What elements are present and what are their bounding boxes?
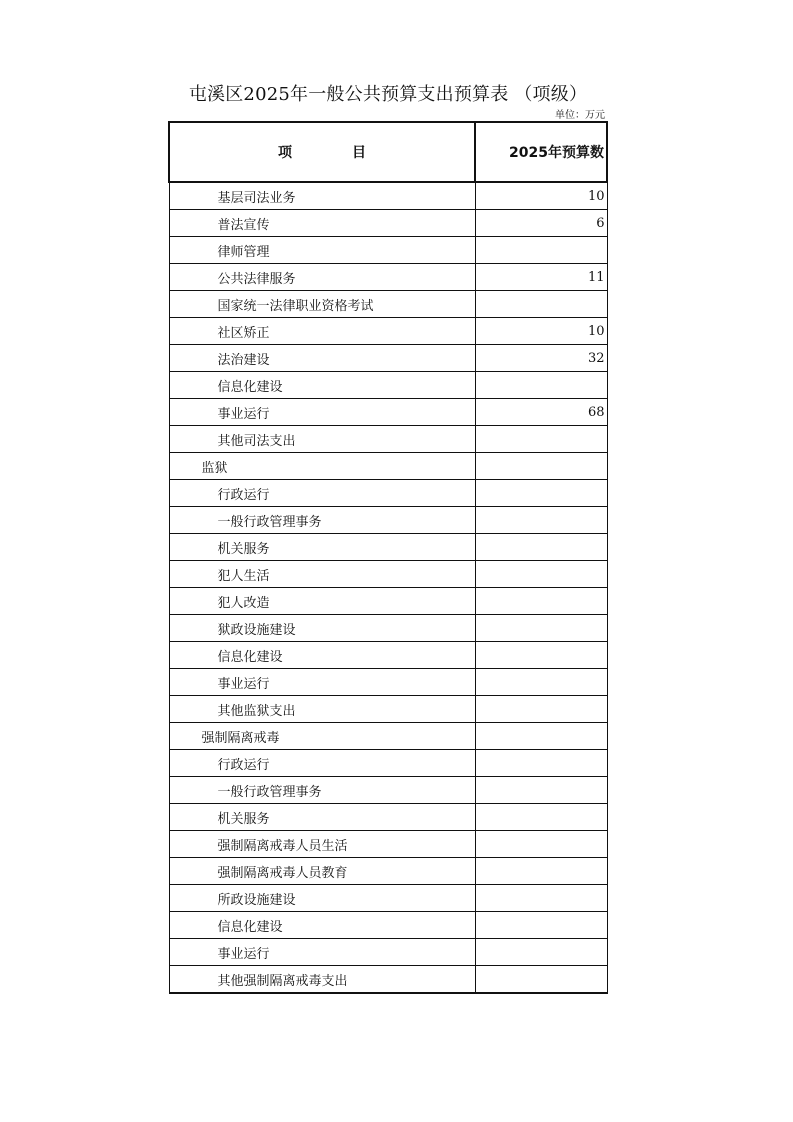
row-item-name: 强制隔离戒毒人员教育	[169, 858, 475, 885]
table-row	[169, 426, 607, 453]
table-header-row	[169, 122, 607, 182]
row-item-name: 行政运行	[169, 480, 475, 507]
header-item	[169, 122, 475, 182]
table-row	[169, 966, 607, 994]
table-row	[169, 642, 607, 669]
row-budget-value	[475, 723, 607, 750]
row-item-name: 一般行政管理事务	[169, 777, 475, 804]
row-budget-value	[475, 966, 607, 994]
row-budget-value	[475, 804, 607, 831]
row-budget-value	[475, 453, 607, 480]
row-budget-value	[475, 426, 607, 453]
row-budget-value	[475, 615, 607, 642]
row-budget-value	[475, 237, 607, 264]
row-item-name: 事业运行	[169, 939, 475, 966]
row-budget-value	[475, 858, 607, 885]
row-item-name: 一般行政管理事务	[169, 507, 475, 534]
row-item-name: 法治建设	[169, 345, 475, 372]
row-item-name: 信息化建设	[169, 372, 475, 399]
row-budget-value: 32	[475, 345, 607, 372]
row-budget-value	[475, 534, 607, 561]
row-budget-value	[475, 669, 607, 696]
row-budget-value	[475, 480, 607, 507]
table-row	[169, 345, 607, 372]
row-item-name: 犯人改造	[169, 588, 475, 615]
table-row	[169, 318, 607, 345]
row-budget-value	[475, 777, 607, 804]
row-budget-value	[475, 561, 607, 588]
row-category-name: 监狱	[169, 453, 475, 480]
header-item-char-1: 项	[278, 145, 292, 161]
row-budget-value	[475, 831, 607, 858]
table-row	[169, 696, 607, 723]
table-row	[169, 399, 607, 426]
row-item-name: 信息化建设	[169, 912, 475, 939]
row-item-name: 所政设施建设	[169, 885, 475, 912]
table-row	[169, 182, 607, 210]
row-budget-value	[475, 750, 607, 777]
table-row	[169, 615, 607, 642]
table-row	[169, 210, 607, 237]
table-row	[169, 777, 607, 804]
row-item-name: 其他强制隔离戒毒支出	[169, 966, 475, 994]
table-row	[169, 507, 607, 534]
budget-table	[168, 121, 608, 994]
row-budget-value: 11	[475, 264, 607, 291]
row-item-name: 普法宣传	[169, 210, 475, 237]
row-item-name: 信息化建设	[169, 642, 475, 669]
row-item-name: 基层司法业务	[169, 182, 475, 210]
unit-label: 单位：万元	[555, 110, 605, 121]
table-row	[169, 291, 607, 318]
row-item-name: 强制隔离戒毒人员生活	[169, 831, 475, 858]
table-row	[169, 858, 607, 885]
row-budget-value	[475, 372, 607, 399]
row-item-name: 事业运行	[169, 669, 475, 696]
row-budget-value	[475, 696, 607, 723]
row-item-name: 社区矫正	[169, 318, 475, 345]
table-row-category	[169, 453, 607, 480]
table-row	[169, 750, 607, 777]
row-budget-value	[475, 588, 607, 615]
row-item-name: 行政运行	[169, 750, 475, 777]
row-budget-value	[475, 291, 607, 318]
row-category-name: 强制隔离戒毒	[169, 723, 475, 750]
row-item-name: 国家统一法律职业资格考试	[169, 291, 475, 318]
page-title: 屯溪区2025年一般公共预算支出预算表 （项级）	[188, 84, 588, 105]
table-row	[169, 831, 607, 858]
row-item-name: 其他监狱支出	[169, 696, 475, 723]
row-budget-value: 10	[475, 318, 607, 345]
table-row	[169, 588, 607, 615]
row-item-name: 公共法律服务	[169, 264, 475, 291]
row-budget-value	[475, 507, 607, 534]
row-item-name: 机关服务	[169, 534, 475, 561]
row-budget-value	[475, 939, 607, 966]
table-row	[169, 885, 607, 912]
table-row	[169, 912, 607, 939]
table-row	[169, 939, 607, 966]
row-budget-value	[475, 642, 607, 669]
row-item-name: 犯人生活	[169, 561, 475, 588]
row-budget-value: 6	[475, 210, 607, 237]
table-row	[169, 669, 607, 696]
table-row	[169, 561, 607, 588]
table-row	[169, 534, 607, 561]
table-row	[169, 264, 607, 291]
table-row	[169, 804, 607, 831]
row-item-name: 事业运行	[169, 399, 475, 426]
row-budget-value	[475, 912, 607, 939]
table-row	[169, 480, 607, 507]
table-row	[169, 237, 607, 264]
table-row	[169, 372, 607, 399]
row-item-name: 机关服务	[169, 804, 475, 831]
row-item-name: 其他司法支出	[169, 426, 475, 453]
header-item-char-2: 目	[352, 145, 366, 161]
table-row-category	[169, 723, 607, 750]
row-item-name: 狱政设施建设	[169, 615, 475, 642]
row-item-name: 律师管理	[169, 237, 475, 264]
row-budget-value: 10	[475, 182, 607, 210]
row-budget-value	[475, 885, 607, 912]
header-budget: 2025年预算数	[475, 122, 607, 182]
row-budget-value: 68	[475, 399, 607, 426]
